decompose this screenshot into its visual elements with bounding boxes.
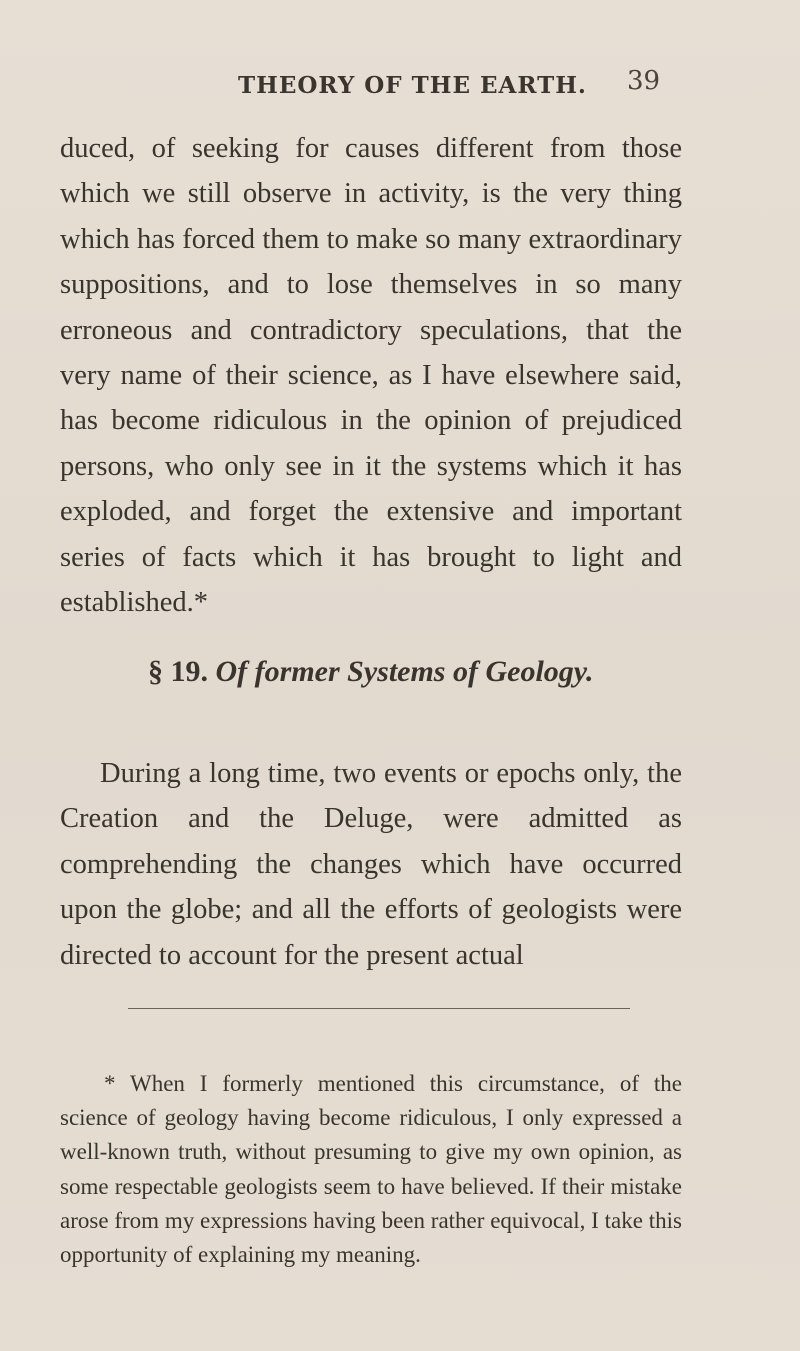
page-number: 39	[627, 66, 661, 96]
running-title: THEORY OF THE EARTH.	[238, 72, 587, 99]
body-paragraph-2: During a long time, two events or epochs only, the Creation and the Deluge, were admitted as comprehending the changes which have occurred upon the globe; and all the efforts of geologists were directed to account for the present actual	[60, 758, 682, 971]
section-title: Of former Systems of Geology.	[215, 655, 594, 688]
section-heading	[148, 655, 708, 689]
footnote: * When I formerly mentioned this circumstance, of the science of geology having become ridiculous, I only expressed a well-known truth, without presuming to give my own opinion, as some respectable geologists seem to have believed. If their mistake arose from my expressions having been rather equivocal, I take this opportunity of explaining my meaning.	[60, 1071, 682, 1268]
body-paragraph-1: duced, of seeking for causes different from those which we still observe in activity, is the very thing which has forced them to make so many extraordinary suppositions, and to lose themselves in so many erroneous and contradictory speculations, that the very name of their science, as I have elsewhere said, has become ridiculous in the opinion of prejudiced persons, who only see in it the systems which it has exploded, and forget the extensive and important series of facts which it has brought to light and established.*	[60, 133, 682, 619]
page-header	[0, 66, 800, 108]
footnote-divider	[128, 1008, 630, 1009]
section-number: § 19.	[148, 655, 208, 688]
